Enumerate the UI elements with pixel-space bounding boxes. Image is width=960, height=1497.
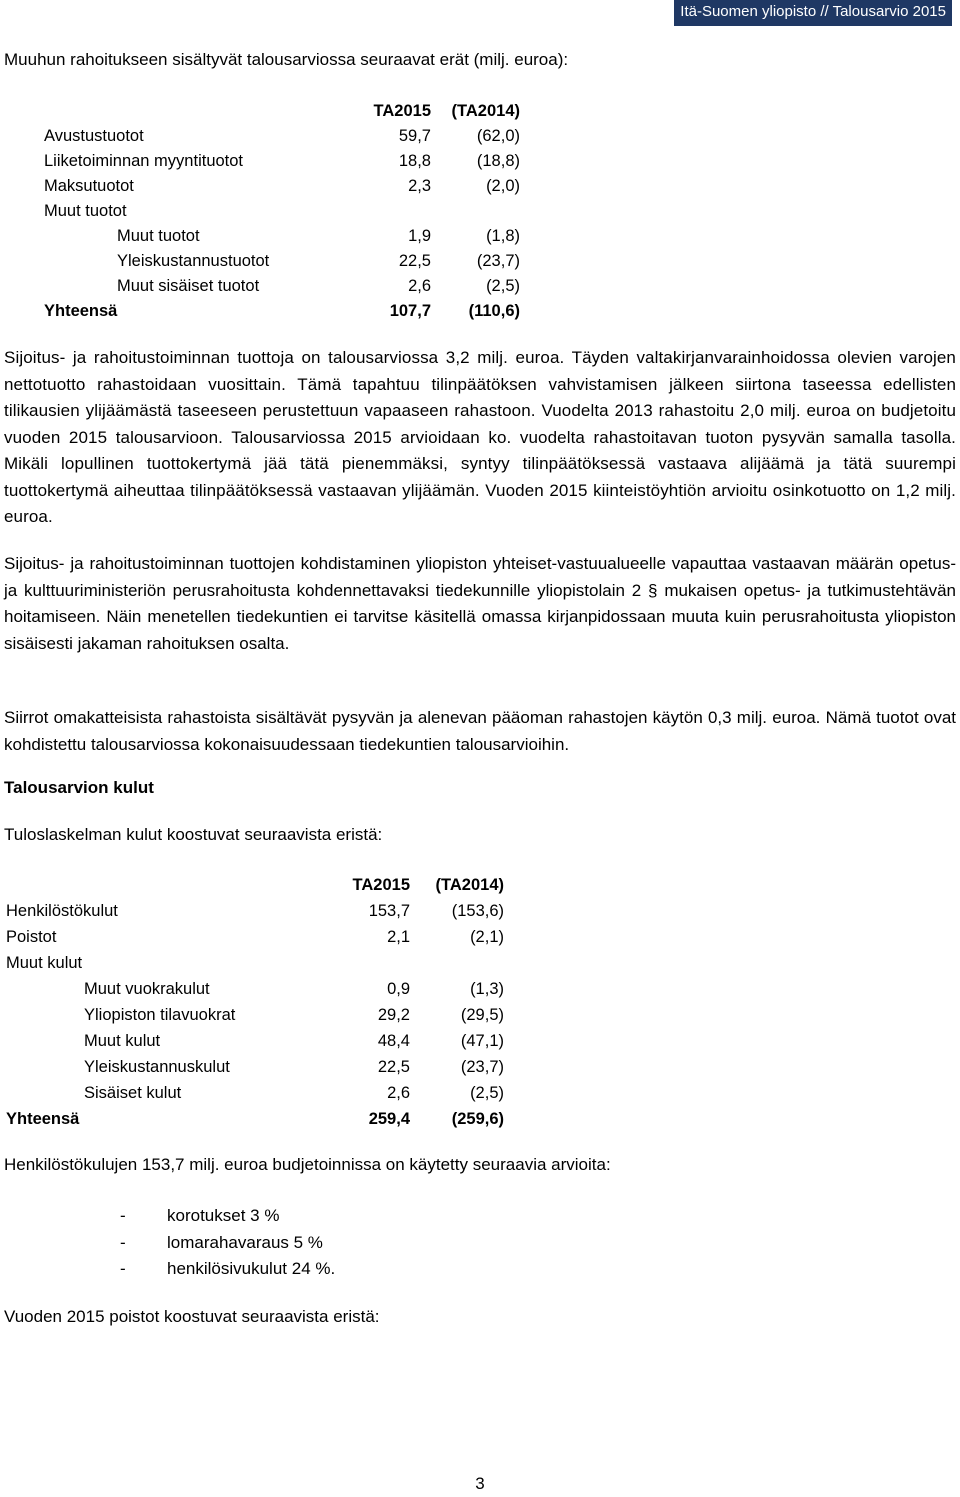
table-row xyxy=(44,224,524,249)
value-ta2015: 59,7 xyxy=(398,127,431,145)
row-label: Avustustuotot xyxy=(44,127,144,145)
value-ta2015: 107,7 xyxy=(389,302,431,320)
table-row xyxy=(6,1054,506,1080)
value-ta2015: 2,6 xyxy=(408,277,431,295)
value-ta2014: (2,1) xyxy=(470,928,504,946)
table-row xyxy=(44,274,524,299)
value-ta2014: (110,6) xyxy=(468,302,520,320)
value-ta2015: 18,8 xyxy=(398,152,431,170)
value-ta2015: 29,2 xyxy=(377,1006,410,1024)
value-ta2015: 259,4 xyxy=(368,1110,410,1128)
value-ta2014: (1,3) xyxy=(470,980,504,998)
value-ta2014: (2,5) xyxy=(486,277,520,295)
row-label: Yhteensä xyxy=(6,1110,80,1128)
table-total-row xyxy=(44,299,524,324)
value-ta2015: 2,6 xyxy=(387,1084,410,1102)
paragraph-investment-income: Sijoitus- ja rahoitustoiminnan tuottoja on talousarviossa 3,2 milj. euroa. Täyden valtakirjanvarainhoidossa olevien varojen nettotuotto rahastoidaan vuosittain. Tämä tapahtuu tilinpäätöksen vahvistamisen jälkeen siirtona taseessa edellisten tilikausien ylijäämästä taseeseen perustettuun vapaaseen rahastoon. Vuodelta 2013 rahastoitu 2,0 milj. euroa on budjetoitu vuoden 2015 talousarvioon. Talousarviossa 2015 arvioidaan ko. vuodelta rahastoitavan tuoton pysyvän samalla tasolla. Mikäli lopullinen tuottokertymä jää tätä pienemmäksi, syntyy tilinpäätöksessä vastaava alijäämä ja tätä suurempi tuottokertymä aiheuttaa tilinpäätöksessä vastaavan ylijäämän. Vuoden 2015 kiinteistöyhtiön arvioitu osinkotuotto on 1,2 milj. euroa. xyxy=(4,348,956,526)
column-header-ta2014: (TA2014) xyxy=(451,102,520,120)
row-label: Muut tuotot xyxy=(44,202,127,220)
row-label: Maksutuotot xyxy=(44,177,134,195)
row-label: Muut tuotot xyxy=(117,227,200,245)
column-header-ta2015: TA2015 xyxy=(373,102,431,120)
value-ta2014: (47,1) xyxy=(460,1032,504,1050)
page-number: 3 xyxy=(475,1474,485,1493)
list-item-text: korotukset 3 % xyxy=(167,1206,280,1225)
row-label: Poistot xyxy=(6,928,57,946)
value-ta2015: 2,1 xyxy=(387,928,410,946)
paragraph-allocation: Sijoitus- ja rahoitustoiminnan tuottojen kohdistaminen yliopiston yhteiset-vastuualueelle vapauttaa vastaavan määrän opetus- ja kulttuuriministeriön perusrahoitusta kohdennettavaksi tiedekunnille yliopistolain 2 § mukaisen opetus- ja tutkimustehtävän hoitamiseen. Näin menetellen tiedekuntien ei tarvitse käsitellä omassa kirjanpidossaan muuta kuin perusrahoitusta yliopiston sisäisesti jakaman rahoituksen osalta. xyxy=(4,554,956,653)
row-label: Yleiskustannustuotot xyxy=(117,252,270,270)
table-row xyxy=(6,1028,506,1054)
value-ta2014: (18,8) xyxy=(476,152,520,170)
value-ta2014: (2,0) xyxy=(486,177,520,195)
list-item-text: lomarahavaraus 5 % xyxy=(167,1232,323,1252)
staff-costs-intro: Henkilöstökulujen 153,7 milj. euroa budjetoinnissa on käytetty seuraavia arvioita: xyxy=(4,1155,611,1174)
row-label: Muut kulut xyxy=(6,954,83,972)
table-row xyxy=(44,149,524,174)
table-row xyxy=(6,898,506,924)
value-ta2015: 1,9 xyxy=(408,227,431,245)
income-intro: Muuhun rahoitukseen sisältyvät talousarviossa seuraavat erät (milj. euroa): xyxy=(4,50,569,69)
row-label: Muut kulut xyxy=(84,1032,161,1050)
table-row xyxy=(6,976,506,1002)
table-total-row xyxy=(6,1106,506,1132)
table-header-row xyxy=(6,872,506,898)
page-header: Itä-Suomen yliopisto // Talousarvio 2015 xyxy=(674,0,952,26)
depreciation-intro: Vuoden 2015 poistot koostuvat seuraavista eristä: xyxy=(4,1307,380,1326)
costs-intro: Tuloslaskelman kulut koostuvat seuraavista eristä: xyxy=(4,825,383,844)
table-row xyxy=(44,199,524,224)
value-ta2014: (2,5) xyxy=(470,1084,504,1102)
table-row xyxy=(6,950,506,976)
table-row xyxy=(44,249,524,274)
column-header-ta2015: TA2015 xyxy=(352,876,410,894)
cost-table xyxy=(6,872,506,1132)
value-ta2015: 22,5 xyxy=(398,252,431,270)
table-row xyxy=(44,174,524,199)
value-ta2015: 153,7 xyxy=(368,902,410,920)
row-label: Yleiskustannuskulut xyxy=(84,1058,230,1076)
income-table xyxy=(44,99,524,324)
value-ta2015: 0,9 xyxy=(387,980,410,998)
paragraph-transfers: Siirrot omakatteisista rahastoista sisältävät pysyvän ja alenevan pääoman rahastojen käytön 0,3 milj. euroa. Nämä tuotot ovat kohdistettu talousarviossa kokonaisuudessaan tiedekuntien talousarvioihin. xyxy=(4,708,956,754)
value-ta2015: 48,4 xyxy=(377,1032,410,1050)
list-dash: - xyxy=(120,1232,126,1252)
table-row xyxy=(6,924,506,950)
table-row xyxy=(44,124,524,149)
row-label: Liiketoiminnan myyntituotot xyxy=(44,152,244,170)
row-label: Yliopiston tilavuokrat xyxy=(84,1006,236,1024)
row-label: Muut vuokrakulut xyxy=(84,980,210,998)
value-ta2015: 22,5 xyxy=(377,1058,410,1076)
row-label: Henkilöstökulut xyxy=(6,902,118,920)
table-row xyxy=(6,1080,506,1106)
list-dash: - xyxy=(120,1206,126,1225)
table-row xyxy=(6,1002,506,1028)
column-header-ta2014: (TA2014) xyxy=(435,876,504,894)
table-header-row xyxy=(44,99,524,124)
value-ta2014: (259,6) xyxy=(451,1110,504,1128)
row-label: Muut sisäiset tuotot xyxy=(117,277,260,295)
value-ta2014: (153,6) xyxy=(451,902,504,920)
value-ta2014: (29,5) xyxy=(460,1006,504,1024)
value-ta2014: (23,7) xyxy=(476,252,520,270)
value-ta2014: (62,0) xyxy=(476,127,520,145)
list-dash: - xyxy=(120,1259,126,1278)
section-heading-costs: Talousarvion kulut xyxy=(4,778,154,797)
row-label: Yhteensä xyxy=(44,302,118,320)
row-label: Sisäiset kulut xyxy=(84,1084,182,1102)
value-ta2015: 2,3 xyxy=(408,177,431,195)
list-item-text: henkilösivukulut 24 %. xyxy=(167,1259,336,1278)
value-ta2014: (1,8) xyxy=(486,227,520,245)
value-ta2014: (23,7) xyxy=(460,1058,504,1076)
